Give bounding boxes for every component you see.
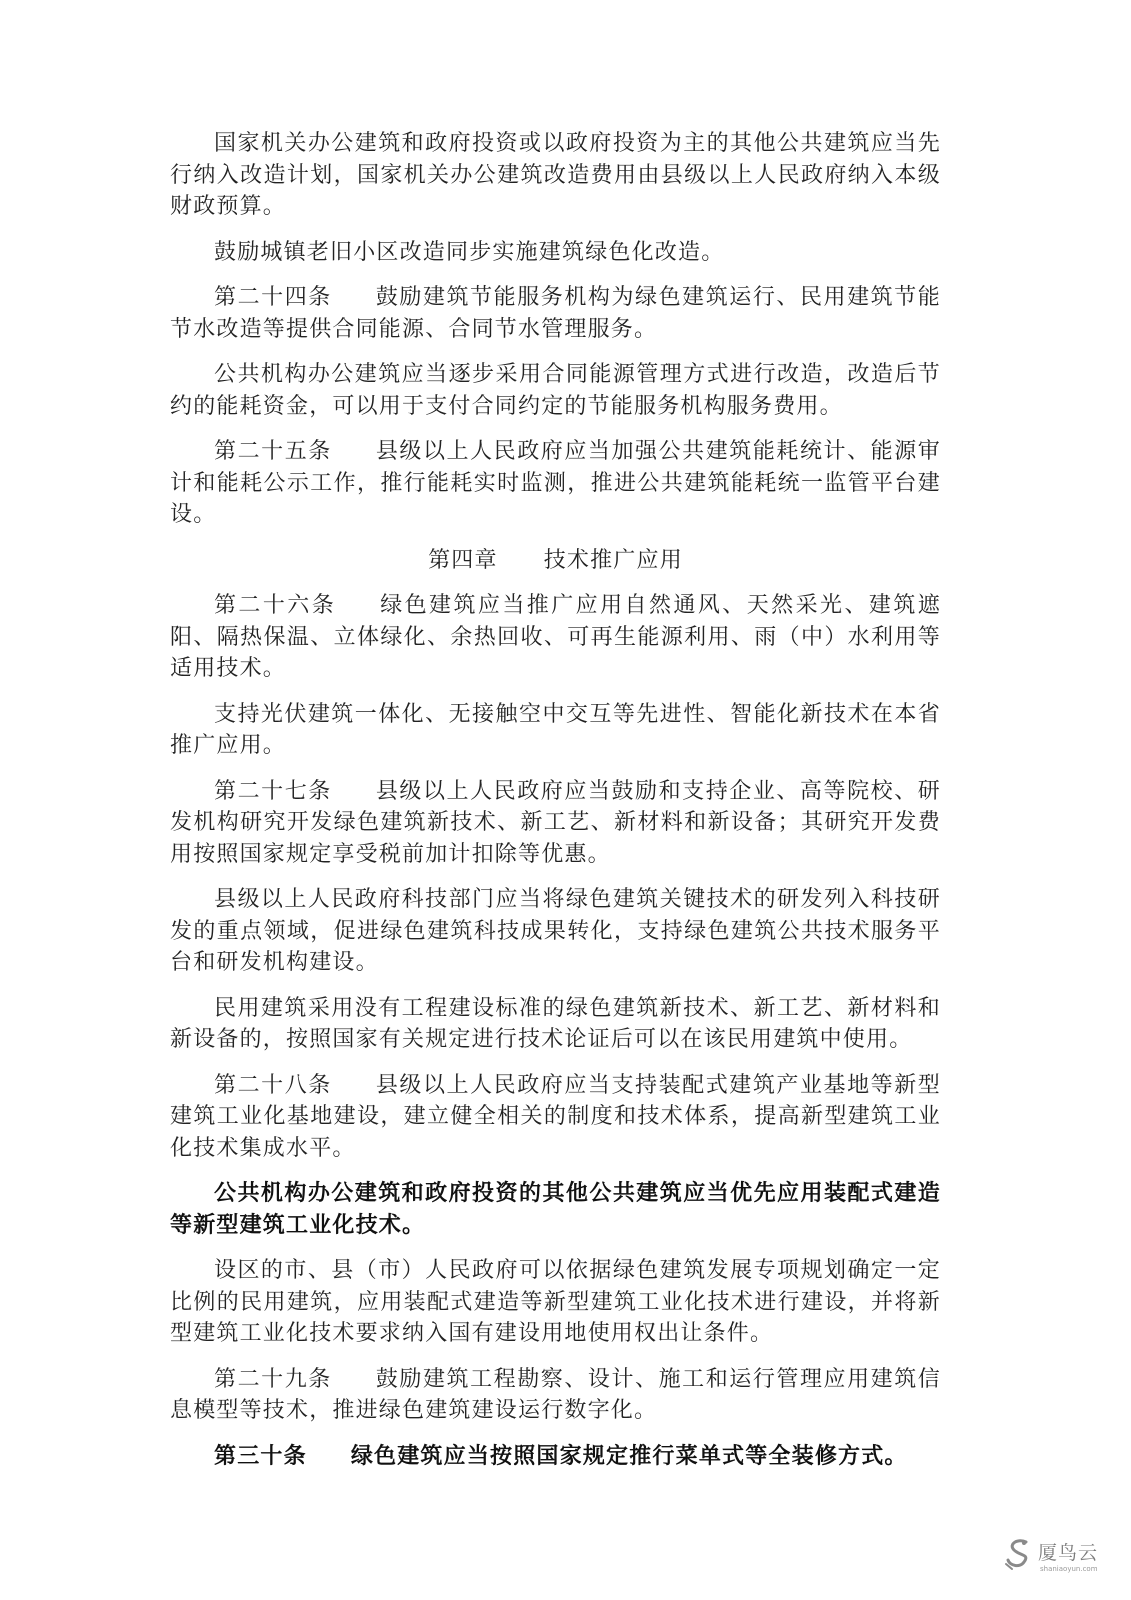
article-number: 第二十九条 <box>214 1366 332 1392</box>
paragraph-text: 公共机构办公建筑和政府投资的其他公共建筑应当优先应用装配式建造等新型建筑工业化技术。 <box>170 1180 941 1238</box>
article-27 <box>170 776 941 871</box>
paragraph-text: 鼓励城镇老旧小区改造同步实施建筑绿色化改造。 <box>214 239 725 265</box>
article-26 <box>170 590 941 685</box>
document-page <box>170 128 941 1486</box>
paragraph <box>170 884 941 979</box>
watermark-brand: 厦鸟云 <box>1038 1542 1099 1564</box>
paragraph-text: 民用建筑采用没有工程建设标准的绿色建筑新技术、新工艺、新材料和新设备的，按照国家有关规定进行技术论证后可以在该民用建筑中使用。 <box>170 995 941 1052</box>
article-28 <box>170 1070 941 1165</box>
article-text: 县级以上人民政府应当支持装配式建筑产业基地等新型建筑工业化基地建设，建立健全相关的制度和技术体系，提高新型建筑工业化技术集成水平。 <box>170 1072 941 1161</box>
paragraph <box>170 237 941 269</box>
paragraph-text: 设区的市、县（市）人民政府可以依据绿色建筑发展专项规划确定一定比例的民用建筑，应用装配式建造等新型建筑工业化技术进行建设，并将新型建筑工业化技术要求纳入国有建设用地使用权出让条件。 <box>170 1258 941 1346</box>
paragraph <box>170 699 941 762</box>
bird-logo-icon <box>1000 1536 1036 1572</box>
article-number: 第三十条 <box>214 1442 307 1469</box>
chapter-heading <box>170 545 941 577</box>
article-text: 绿色建筑应当按照国家规定推行菜单式等全装修方式。 <box>350 1442 908 1469</box>
paragraph <box>170 993 941 1056</box>
paragraph <box>170 128 941 223</box>
article-29 <box>170 1364 941 1427</box>
article-text: 鼓励建筑节能服务机构为绿色建筑运行、民用建筑节能节水改造等提供合同能源、合同节水管理服务。 <box>170 285 941 342</box>
article-number: 第二十七条 <box>214 778 332 804</box>
article-number: 第二十五条 <box>214 439 332 464</box>
paragraph <box>170 359 941 422</box>
paragraph-text: 支持光伏建筑一体化、无接触空中交互等先进性、智能化新技术在本省推广应用。 <box>170 701 941 758</box>
article-number: 第二十六条 <box>214 593 337 618</box>
chapter-number: 第四章 <box>428 547 498 573</box>
article-text: 鼓励建筑工程勘察、设计、施工和运行管理应用建筑信息模型等技术，推进绿色建筑建设运行数字化。 <box>170 1366 941 1423</box>
article-24 <box>170 282 941 345</box>
paragraph <box>170 1255 941 1350</box>
watermark-url: shaniaoyun.com <box>1040 1565 1098 1573</box>
article-number: 第二十四条 <box>214 285 332 310</box>
paragraph-text: 公共机构办公建筑应当逐步采用合同能源管理方式进行改造，改造后节约的能耗资金，可以用于支付合同约定的节能服务机构服务费用。 <box>170 362 941 419</box>
article-25 <box>170 436 941 531</box>
article-30 <box>170 1441 941 1473</box>
watermark <box>1000 1532 1110 1582</box>
paragraph-bold <box>170 1178 941 1241</box>
article-text: 绿色建筑应当推广应用自然通风、天然采光、建筑遮阳、隔热保温、立体绿化、余热回收、可再生能源利用、雨（中）水利用等适用技术。 <box>170 593 941 681</box>
article-number: 第二十八条 <box>214 1072 332 1098</box>
article-text: 县级以上人民政府应当鼓励和支持企业、高等院校、研发机构研究开发绿色建筑新技术、新工艺、新材料和新设备；其研究开发费用按照国家规定享受税前加计扣除等优惠。 <box>170 778 941 867</box>
paragraph-text: 国家机关办公建筑和政府投资或以政府投资为主的其他公共建筑应当先行纳入改造计划，国家机关办公建筑改造费用由县级以上人民政府纳入本级财政预算。 <box>170 131 941 219</box>
article-text: 县级以上人民政府应当加强公共建筑能耗统计、能源审计和能耗公示工作，推行能耗实时监测，推进公共建筑能耗统一监管平台建设。 <box>170 439 941 527</box>
chapter-title: 技术推广应用 <box>543 547 683 573</box>
paragraph-text: 县级以上人民政府科技部门应当将绿色建筑关键技术的研发列入科技研发的重点领域，促进绿色建筑科技成果转化，支持绿色建筑公共技术服务平台和研发机构建设。 <box>170 887 941 975</box>
